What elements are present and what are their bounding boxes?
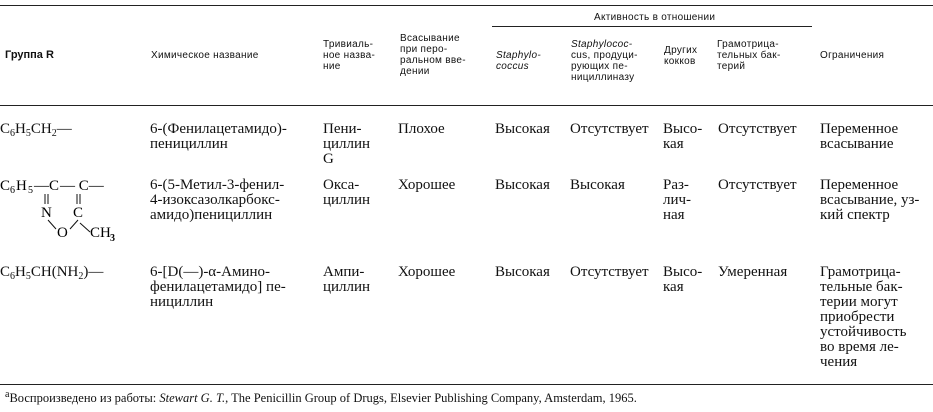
header-trivial: Тривиаль- ное назва- ние xyxy=(323,39,376,72)
svg-text:H: H xyxy=(16,178,27,194)
isoxazole-structure xyxy=(0,177,145,247)
header-chem-name: Химическое название xyxy=(151,50,259,61)
row1-gramneg: Отсутствует xyxy=(718,121,797,137)
row2-chem-name: 6-(5-Метил-3-фенил- 4-изоксазолкарбокс- амидо)пенициллин xyxy=(150,177,285,223)
footnote-text-1: Воспроизведено из работы: xyxy=(9,391,160,406)
row1-other: Высо- кая xyxy=(663,121,703,152)
svg-text:N: N xyxy=(41,205,52,221)
row2-other: Раз- лич- ная xyxy=(663,177,692,223)
activity-rule xyxy=(492,26,812,27)
header-activity: Активность в отношении xyxy=(594,12,716,23)
row2-staph: Высокая xyxy=(495,177,550,193)
svg-text:3: 3 xyxy=(110,233,115,244)
row1-limits: Переменное всасывание xyxy=(820,121,899,152)
top-rule xyxy=(0,5,933,6)
svg-text:CH: CH xyxy=(90,225,111,241)
header-limits: Ограничения xyxy=(820,50,885,61)
header-group-r: Группа R xyxy=(5,49,54,61)
row1-staph: Высокая xyxy=(495,121,550,137)
footnote-mark: a xyxy=(5,389,10,400)
row1-absorption: Плохое xyxy=(398,121,445,137)
header-gramneg: Грамотрица- тельных бак- терий xyxy=(717,39,781,72)
header-bottom-rule xyxy=(0,105,933,106)
svg-text:C: C xyxy=(0,178,11,194)
row3-gramneg: Умеренная xyxy=(718,264,788,280)
svg-text:5: 5 xyxy=(28,185,33,196)
row2-gramneg: Отсутствует xyxy=(718,177,797,193)
row3-trivial: Ампи- циллин xyxy=(323,264,371,295)
header-staph: Staphylo- coccus xyxy=(496,50,541,72)
svg-text:6: 6 xyxy=(10,185,15,196)
row3-chem-name: 6-[D(—)-α-Амино- фенилацетамидо] пе- нициллин xyxy=(150,264,286,310)
footnote-author: Stewart G. T. xyxy=(159,391,226,406)
row3-limits: Грамотрица- тельные бак- терии могут приобрести устойчивость во время ле- чения xyxy=(820,264,907,370)
row3-group-r: $C_6H_5CH(NH_2)—$ xyxy=(0,264,104,282)
row2-absorption: Хорошее xyxy=(398,177,456,193)
row1-trivial: Пени- циллин G xyxy=(323,121,371,167)
row3-staph: Высокая xyxy=(495,264,550,280)
svg-text:O: O xyxy=(57,225,68,241)
svg-text:— C—: — C— xyxy=(60,178,104,194)
svg-text:C: C xyxy=(73,205,84,221)
footnote-text-2: , The Penicillin Group of Drugs, Elsevier Publishing Company, Amsterdam, 1965. xyxy=(225,391,637,406)
header-staph-pen: Staphylococ- cus, продуци- рующих пе- нициллиназу xyxy=(571,39,638,83)
bottom-rule xyxy=(0,384,933,385)
row3-absorption: Хорошее xyxy=(398,264,456,280)
row3-staph-pen: Отсутствует xyxy=(570,264,649,280)
row1-group-r: $C_6H_5CH_2—$ xyxy=(0,121,72,139)
row2-staph-pen: Высокая xyxy=(570,177,625,193)
header-other-cocci: Других кокков xyxy=(664,45,698,67)
row1-staph-pen: Отсутствует xyxy=(570,121,649,137)
footnote xyxy=(5,389,637,406)
row2-limits: Переменное всасывание, уз- кий спектр xyxy=(820,177,920,223)
row2-group-r xyxy=(0,177,145,247)
svg-text:—C: —C xyxy=(34,178,60,194)
row2-trivial: Окса- циллин xyxy=(323,177,371,208)
header-absorption: Всасывание при перо- ральном вве- дении xyxy=(400,33,466,77)
row3-other: Высо- кая xyxy=(663,264,703,295)
row1-chem-name: 6-(Фенилацетамидо)- пенициллин xyxy=(150,121,287,152)
